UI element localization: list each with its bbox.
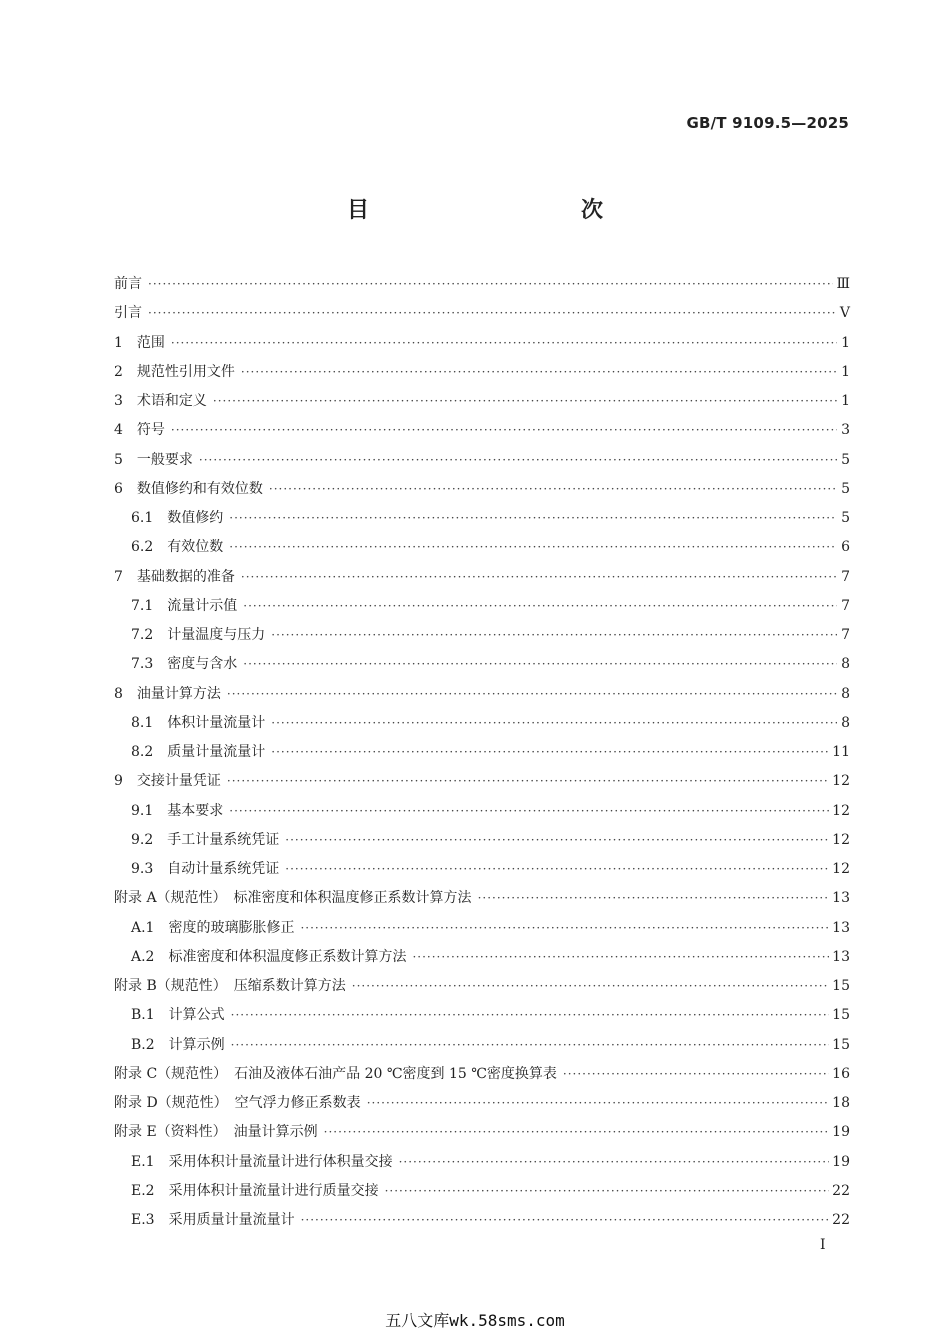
- toc-entry-page: 15: [832, 978, 850, 994]
- toc-dot-leader: [300, 914, 829, 943]
- toc-entry[interactable]: [114, 972, 850, 1001]
- toc-entry[interactable]: [114, 563, 850, 592]
- toc-entry-page: 11: [832, 744, 850, 760]
- toc-entry[interactable]: [114, 270, 850, 299]
- toc-entry-label: 5 一般要求: [114, 451, 193, 468]
- toc-entry[interactable]: [114, 767, 850, 796]
- toc-entry[interactable]: [114, 709, 850, 738]
- toc-entry-label: 附录 C（规范性） 石油及液体石油产品 20 ℃密度到 15 ℃密度换算表: [114, 1065, 557, 1082]
- toc-entry-page: 1: [841, 363, 850, 380]
- toc-entry-page: 8: [841, 685, 850, 702]
- toc-entry-label: 9 交接计量凭证: [114, 773, 221, 790]
- toc-entry-page: 12: [832, 773, 850, 790]
- toc-entry-page: 5: [841, 480, 850, 497]
- toc-entry[interactable]: [114, 1060, 850, 1089]
- toc-entry-page: 8: [841, 656, 850, 673]
- toc-entry-label: 附录 D（规范性） 空气浮力修正系数表: [114, 1095, 361, 1111]
- toc-dot-leader: [227, 767, 829, 796]
- toc-dot-leader: [271, 709, 837, 738]
- watermark-footer: 五八文库wk.58sms.com: [385, 1311, 565, 1330]
- toc-entry-label: 6 数值修约和有效位数: [114, 480, 263, 497]
- toc-dot-leader: [399, 1148, 830, 1177]
- toc-dot-leader: [285, 826, 829, 855]
- toc-entry-page: 22: [832, 1212, 850, 1228]
- toc-entry-page: 8: [841, 714, 850, 731]
- page-title: 目 次: [346, 198, 659, 223]
- toc-entry-page: 15: [832, 1007, 850, 1024]
- toc-dot-leader: [171, 329, 837, 358]
- toc-entry-label: 8 油量计算方法: [114, 685, 221, 702]
- toc-entry-label: A.2 标准密度和体积温度修正系数计算方法: [131, 948, 407, 965]
- toc-dot-leader: [231, 1031, 830, 1060]
- toc-entry[interactable]: [114, 1206, 850, 1235]
- toc-dot-leader: [227, 680, 837, 709]
- toc-dot-leader: [213, 387, 837, 416]
- toc-entry-page: 1: [841, 393, 850, 409]
- toc-entry-label: E.3 采用质量计量流量计: [131, 1212, 295, 1228]
- toc-entry-label: B.1 计算公式: [131, 1007, 225, 1024]
- toc-entry-page: 19: [832, 1153, 850, 1170]
- toc-entry[interactable]: [114, 592, 850, 621]
- toc-dot-leader: [324, 1118, 830, 1147]
- toc-entry[interactable]: [114, 416, 850, 445]
- toc-entry-page: 12: [832, 802, 850, 819]
- toc-dot-leader: [412, 943, 829, 972]
- toc-dot-leader: [171, 416, 837, 445]
- toc-entry-label: 6.1 数值修约: [131, 510, 224, 526]
- toc-dot-leader: [241, 358, 837, 387]
- toc-entry[interactable]: [114, 914, 850, 943]
- toc-entry[interactable]: [114, 329, 850, 358]
- toc-entry[interactable]: [114, 1001, 850, 1030]
- toc-entry-label: 4 符号: [114, 422, 165, 439]
- toc-entry-label: 引言: [114, 305, 142, 322]
- toc-dot-leader: [285, 855, 829, 884]
- toc-dot-leader: [229, 533, 837, 562]
- toc-entry-label: 6.2 有效位数: [131, 539, 224, 556]
- toc-entry[interactable]: [114, 943, 850, 972]
- toc-entry-label: 1 范围: [114, 334, 165, 351]
- toc-dot-leader: [148, 270, 833, 299]
- toc-entry[interactable]: [114, 475, 850, 504]
- toc-entry[interactable]: [114, 884, 850, 913]
- toc-entry[interactable]: [114, 797, 850, 826]
- toc-entry-label: 附录 E（资料性） 油量计算示例: [114, 1124, 318, 1141]
- toc-entry[interactable]: [114, 621, 850, 650]
- toc-entry[interactable]: [114, 738, 850, 767]
- document-code: GB/T 9109.5—2025: [686, 114, 849, 132]
- toc-dot-leader: [229, 797, 829, 826]
- toc-dot-leader: [148, 299, 837, 328]
- toc-entry-label: 7 基础数据的准备: [114, 568, 235, 585]
- toc-entry-page: 12: [832, 831, 850, 848]
- toc-entry[interactable]: [114, 504, 850, 533]
- toc-entry-label: 附录 B（规范性） 压缩系数计算方法: [114, 978, 346, 994]
- toc-entry[interactable]: [114, 1031, 850, 1060]
- toc-entry[interactable]: [114, 387, 850, 416]
- toc-entry-label: E.2 采用体积计量流量计进行质量交接: [131, 1182, 379, 1199]
- toc-entry-page: 18: [832, 1095, 850, 1111]
- toc-entry-page: 13: [832, 890, 850, 907]
- toc-entry[interactable]: [114, 1148, 850, 1177]
- toc-entry-page: 13: [832, 948, 850, 965]
- toc-dot-leader: [352, 972, 829, 1001]
- toc-entry[interactable]: [114, 855, 850, 884]
- toc-entry-page: 7: [841, 597, 850, 614]
- toc-dot-leader: [231, 1001, 830, 1030]
- toc-entry-label: 8.2 质量计量流量计: [131, 744, 266, 760]
- toc-entry-page: 22: [832, 1182, 850, 1199]
- toc-dot-leader: [243, 592, 837, 621]
- toc-entry[interactable]: [114, 650, 850, 679]
- toc-entry-page: 7: [841, 627, 850, 643]
- toc-dot-leader: [301, 1206, 830, 1235]
- toc-dot-leader: [269, 475, 837, 504]
- toc-entry-label: E.1 采用体积计量流量计进行体积量交接: [131, 1153, 393, 1170]
- toc-entry-page: 13: [832, 919, 850, 936]
- toc-entry-label: 附录 A（规范性） 标准密度和体积温度修正系数计算方法: [114, 890, 472, 907]
- toc-entry-page: 6: [841, 539, 850, 556]
- toc-entry-label: 9.3 自动计量系统凭证: [131, 861, 280, 877]
- toc-dot-leader: [271, 621, 837, 650]
- toc-entry-page: 5: [841, 451, 850, 468]
- toc-entry-page: 19: [832, 1124, 850, 1141]
- toc-entry-label: 9.1 基本要求: [131, 802, 224, 819]
- toc-entry[interactable]: [114, 1177, 850, 1206]
- table-of-contents: [114, 270, 850, 1235]
- toc-dot-leader: [199, 446, 837, 475]
- toc-dot-leader: [243, 650, 837, 679]
- toc-entry[interactable]: [114, 446, 850, 475]
- toc-entry-page: 1: [841, 334, 850, 351]
- toc-entry[interactable]: [114, 533, 850, 562]
- toc-dot-leader: [478, 884, 830, 913]
- toc-entry[interactable]: [114, 358, 850, 387]
- toc-entry-page: 7: [841, 568, 850, 585]
- toc-entry-label: 7.3 密度与含水: [131, 656, 238, 673]
- toc-entry[interactable]: [114, 1089, 850, 1118]
- toc-dot-leader: [271, 738, 829, 767]
- toc-entry[interactable]: [114, 826, 850, 855]
- toc-dot-leader: [385, 1177, 830, 1206]
- toc-entry-label: 7.2 计量温度与压力: [131, 627, 266, 643]
- toc-entry-page: Ⅲ: [836, 276, 850, 292]
- toc-entry-page: 15: [832, 1036, 850, 1053]
- toc-entry-label: 3 术语和定义: [114, 393, 207, 409]
- toc-entry-label: 前言: [114, 276, 142, 292]
- toc-dot-leader: [563, 1060, 829, 1089]
- toc-entry-label: 9.2 手工计量系统凭证: [131, 831, 280, 848]
- page-number: I: [820, 1237, 826, 1253]
- toc-entry-label: B.2 计算示例: [131, 1036, 225, 1053]
- toc-dot-leader: [229, 504, 837, 533]
- toc-entry[interactable]: [114, 1118, 850, 1147]
- toc-entry-label: 8.1 体积计量流量计: [131, 714, 266, 731]
- toc-dot-leader: [367, 1089, 829, 1118]
- toc-entry-label: 7.1 流量计示值: [131, 597, 238, 614]
- toc-entry-page: 3: [841, 422, 850, 439]
- toc-entry[interactable]: [114, 680, 850, 709]
- toc-entry-page: 12: [832, 861, 850, 877]
- toc-entry[interactable]: [114, 299, 850, 328]
- toc-entry-page: Ⅴ: [839, 305, 850, 322]
- toc-dot-leader: [241, 563, 837, 592]
- toc-entry-label: A.1 密度的玻璃膨胀修正: [131, 919, 295, 936]
- toc-entry-page: 5: [841, 510, 850, 526]
- toc-entry-page: 16: [832, 1065, 850, 1082]
- toc-entry-label: 2 规范性引用文件: [114, 363, 235, 380]
